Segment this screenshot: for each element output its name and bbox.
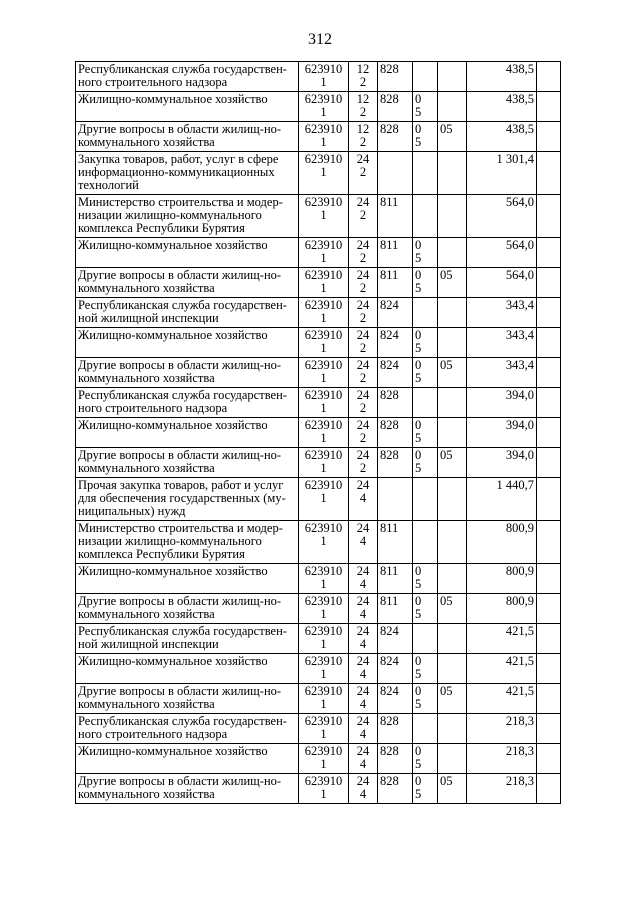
expense-type-cell: 24 4 <box>349 654 378 684</box>
section-cell: 0 5 <box>413 744 438 774</box>
table-row <box>76 624 561 654</box>
item-name-cell: Республиканская служба государствен-ного строительного надзора <box>76 388 299 418</box>
expense-type-cell: 12 2 <box>349 92 378 122</box>
ministry-code-cell: 811 <box>378 238 413 268</box>
empty-cell <box>537 564 561 594</box>
section-cell: 0 5 <box>413 328 438 358</box>
amount-cell: 438,5 <box>467 92 537 122</box>
target-article-cell: 623910 1 <box>299 358 349 388</box>
target-article-cell: 623910 1 <box>299 92 349 122</box>
expense-type-cell: 24 4 <box>349 624 378 654</box>
target-article-cell: 623910 1 <box>299 744 349 774</box>
expense-type-cell: 24 4 <box>349 714 378 744</box>
section-cell: 0 5 <box>413 684 438 714</box>
expense-type-cell: 24 2 <box>349 388 378 418</box>
subsection-cell <box>438 238 467 268</box>
amount-cell: 343,4 <box>467 298 537 328</box>
empty-cell <box>537 122 561 152</box>
section-cell <box>413 195 438 238</box>
target-article-cell: 623910 1 <box>299 448 349 478</box>
expense-type-cell: 24 4 <box>349 564 378 594</box>
item-name-cell: Жилищно-коммунальное хозяйство <box>76 418 299 448</box>
amount-cell: 421,5 <box>467 684 537 714</box>
target-article-cell: 623910 1 <box>299 418 349 448</box>
ministry-code-cell: 828 <box>378 448 413 478</box>
target-article-cell: 623910 1 <box>299 654 349 684</box>
subsection-cell <box>438 564 467 594</box>
subsection-cell <box>438 521 467 564</box>
amount-cell: 438,5 <box>467 62 537 92</box>
target-article-cell: 623910 1 <box>299 774 349 804</box>
ministry-code-cell: 811 <box>378 594 413 624</box>
target-article-cell: 623910 1 <box>299 268 349 298</box>
empty-cell <box>537 684 561 714</box>
item-name-cell: Другие вопросы в области жилищ-но-коммунального хозяйства <box>76 122 299 152</box>
subsection-cell: 05 <box>438 268 467 298</box>
ministry-code-cell: 824 <box>378 298 413 328</box>
ministry-code-cell: 828 <box>378 122 413 152</box>
table-row <box>76 564 561 594</box>
item-name-cell: Другие вопросы в области жилищ-но-коммунального хозяйства <box>76 774 299 804</box>
table-row <box>76 195 561 238</box>
table-row <box>76 358 561 388</box>
expense-type-cell: 24 4 <box>349 684 378 714</box>
expense-type-cell: 24 4 <box>349 594 378 624</box>
ministry-code-cell: 828 <box>378 418 413 448</box>
empty-cell <box>537 298 561 328</box>
table-row <box>76 448 561 478</box>
expense-type-cell: 12 2 <box>349 122 378 152</box>
expense-type-cell: 24 2 <box>349 328 378 358</box>
expense-type-cell: 24 4 <box>349 478 378 521</box>
empty-cell <box>537 714 561 744</box>
ministry-code-cell: 828 <box>378 714 413 744</box>
item-name-cell: Другие вопросы в области жилищ-но-коммунального хозяйства <box>76 268 299 298</box>
section-cell <box>413 298 438 328</box>
expense-type-cell: 24 2 <box>349 448 378 478</box>
section-cell: 0 5 <box>413 92 438 122</box>
expense-type-cell: 24 2 <box>349 152 378 195</box>
amount-cell: 1 440,7 <box>467 478 537 521</box>
table-row <box>76 238 561 268</box>
section-cell <box>413 521 438 564</box>
item-name-cell: Прочая закупка товаров, работ и услуг для обеспечения государственных (му-ниципальных) нужд <box>76 478 299 521</box>
ministry-code-cell <box>378 152 413 195</box>
ministry-code-cell: 824 <box>378 684 413 714</box>
subsection-cell <box>438 744 467 774</box>
table-row <box>76 298 561 328</box>
item-name-cell: Другие вопросы в области жилищ-но-коммунального хозяйства <box>76 594 299 624</box>
target-article-cell: 623910 1 <box>299 195 349 238</box>
subsection-cell <box>438 624 467 654</box>
ministry-code-cell: 828 <box>378 62 413 92</box>
subsection-cell <box>438 152 467 195</box>
table-row <box>76 92 561 122</box>
empty-cell <box>537 195 561 238</box>
ministry-code-cell: 811 <box>378 521 413 564</box>
table-row <box>76 418 561 448</box>
empty-cell <box>537 521 561 564</box>
target-article-cell: 623910 1 <box>299 521 349 564</box>
subsection-cell: 05 <box>438 448 467 478</box>
ministry-code-cell: 824 <box>378 328 413 358</box>
target-article-cell: 623910 1 <box>299 594 349 624</box>
amount-cell: 564,0 <box>467 268 537 298</box>
target-article-cell: 623910 1 <box>299 152 349 195</box>
empty-cell <box>537 744 561 774</box>
amount-cell: 394,0 <box>467 418 537 448</box>
ministry-code-cell: 811 <box>378 268 413 298</box>
subsection-cell: 05 <box>438 358 467 388</box>
subsection-cell <box>438 195 467 238</box>
ministry-code-cell: 828 <box>378 92 413 122</box>
amount-cell: 800,9 <box>467 564 537 594</box>
target-article-cell: 623910 1 <box>299 298 349 328</box>
table-row <box>76 388 561 418</box>
section-cell <box>413 478 438 521</box>
section-cell: 0 5 <box>413 448 438 478</box>
empty-cell <box>537 624 561 654</box>
subsection-cell <box>438 654 467 684</box>
item-name-cell: Другие вопросы в области жилищ-но-коммунального хозяйства <box>76 448 299 478</box>
amount-cell: 564,0 <box>467 195 537 238</box>
table-row <box>76 478 561 521</box>
table-body <box>76 62 561 804</box>
amount-cell: 218,3 <box>467 714 537 744</box>
item-name-cell: Республиканская служба государствен-ного строительного надзора <box>76 62 299 92</box>
table-row <box>76 774 561 804</box>
target-article-cell: 623910 1 <box>299 478 349 521</box>
subsection-cell: 05 <box>438 684 467 714</box>
empty-cell <box>537 418 561 448</box>
section-cell <box>413 714 438 744</box>
target-article-cell: 623910 1 <box>299 62 349 92</box>
section-cell: 0 5 <box>413 654 438 684</box>
amount-cell: 343,4 <box>467 358 537 388</box>
target-article-cell: 623910 1 <box>299 328 349 358</box>
ministry-code-cell: 824 <box>378 654 413 684</box>
ministry-code-cell: 828 <box>378 388 413 418</box>
item-name-cell: Другие вопросы в области жилищ-но-коммунального хозяйства <box>76 358 299 388</box>
amount-cell: 394,0 <box>467 388 537 418</box>
table-row <box>76 268 561 298</box>
section-cell: 0 5 <box>413 594 438 624</box>
section-cell: 0 5 <box>413 122 438 152</box>
target-article-cell: 623910 1 <box>299 714 349 744</box>
ministry-code-cell: 811 <box>378 564 413 594</box>
empty-cell <box>537 92 561 122</box>
table-row <box>76 328 561 358</box>
ministry-code-cell: 828 <box>378 744 413 774</box>
table-row <box>76 684 561 714</box>
expense-type-cell: 12 2 <box>349 62 378 92</box>
table-row <box>76 714 561 744</box>
target-article-cell: 623910 1 <box>299 388 349 418</box>
table-row <box>76 122 561 152</box>
target-article-cell: 623910 1 <box>299 564 349 594</box>
item-name-cell: Другие вопросы в области жилищ-но-коммунального хозяйства <box>76 684 299 714</box>
table-row <box>76 594 561 624</box>
amount-cell: 800,9 <box>467 594 537 624</box>
target-article-cell: 623910 1 <box>299 238 349 268</box>
amount-cell: 218,3 <box>467 744 537 774</box>
item-name-cell: Республиканская служба государствен-ного строительного надзора <box>76 714 299 744</box>
amount-cell: 343,4 <box>467 328 537 358</box>
section-cell: 0 5 <box>413 774 438 804</box>
empty-cell <box>537 328 561 358</box>
empty-cell <box>537 152 561 195</box>
item-name-cell: Жилищно-коммунальное хозяйство <box>76 238 299 268</box>
table-row <box>76 654 561 684</box>
expense-type-cell: 24 2 <box>349 358 378 388</box>
section-cell <box>413 624 438 654</box>
empty-cell <box>537 478 561 521</box>
empty-cell <box>537 594 561 624</box>
empty-cell <box>537 774 561 804</box>
subsection-cell: 05 <box>438 594 467 624</box>
amount-cell: 218,3 <box>467 774 537 804</box>
item-name-cell: Республиканская служба государствен-ной жилищной инспекции <box>76 624 299 654</box>
table-row <box>76 152 561 195</box>
amount-cell: 421,5 <box>467 624 537 654</box>
section-cell: 0 5 <box>413 238 438 268</box>
empty-cell <box>537 238 561 268</box>
item-name-cell: Закупка товаров, работ, услуг в сфере информационно-коммуникационных технологий <box>76 152 299 195</box>
section-cell: 0 5 <box>413 564 438 594</box>
empty-cell <box>537 448 561 478</box>
subsection-cell: 05 <box>438 774 467 804</box>
item-name-cell: Жилищно-коммунальное хозяйство <box>76 328 299 358</box>
item-name-cell: Жилищно-коммунальное хозяйство <box>76 564 299 594</box>
amount-cell: 800,9 <box>467 521 537 564</box>
section-cell: 0 5 <box>413 358 438 388</box>
section-cell: 0 5 <box>413 418 438 448</box>
ministry-code-cell <box>378 478 413 521</box>
ministry-code-cell: 824 <box>378 624 413 654</box>
amount-cell: 438,5 <box>467 122 537 152</box>
expense-type-cell: 24 2 <box>349 298 378 328</box>
empty-cell <box>537 358 561 388</box>
item-name-cell: Министерство строительства и модер-низации жилищно-коммунального комплекса Республики Бурятия <box>76 195 299 238</box>
ministry-code-cell: 828 <box>378 774 413 804</box>
ministry-code-cell: 824 <box>378 358 413 388</box>
subsection-cell: 05 <box>438 122 467 152</box>
target-article-cell: 623910 1 <box>299 624 349 654</box>
subsection-cell <box>438 92 467 122</box>
subsection-cell <box>438 328 467 358</box>
expense-type-cell: 24 4 <box>349 744 378 774</box>
item-name-cell: Министерство строительства и модер-низации жилищно-коммунального комплекса Республики Бурятия <box>76 521 299 564</box>
section-cell: 0 5 <box>413 268 438 298</box>
section-cell <box>413 62 438 92</box>
expense-type-cell: 24 2 <box>349 268 378 298</box>
table-row <box>76 744 561 774</box>
item-name-cell: Жилищно-коммунальное хозяйство <box>76 654 299 684</box>
empty-cell <box>537 654 561 684</box>
budget-table <box>75 61 561 804</box>
subsection-cell <box>438 298 467 328</box>
expense-type-cell: 24 2 <box>349 418 378 448</box>
amount-cell: 421,5 <box>467 654 537 684</box>
amount-cell: 564,0 <box>467 238 537 268</box>
amount-cell: 394,0 <box>467 448 537 478</box>
expense-type-cell: 24 2 <box>349 195 378 238</box>
expense-type-cell: 24 4 <box>349 521 378 564</box>
section-cell <box>413 388 438 418</box>
section-cell <box>413 152 438 195</box>
item-name-cell: Жилищно-коммунальное хозяйство <box>76 744 299 774</box>
ministry-code-cell: 811 <box>378 195 413 238</box>
target-article-cell: 623910 1 <box>299 684 349 714</box>
target-article-cell: 623910 1 <box>299 122 349 152</box>
table-row <box>76 62 561 92</box>
expense-type-cell: 24 4 <box>349 774 378 804</box>
subsection-cell <box>438 388 467 418</box>
subsection-cell <box>438 714 467 744</box>
item-name-cell: Жилищно-коммунальное хозяйство <box>76 92 299 122</box>
empty-cell <box>537 268 561 298</box>
amount-cell: 1 301,4 <box>467 152 537 195</box>
empty-cell <box>537 388 561 418</box>
empty-cell <box>537 62 561 92</box>
subsection-cell <box>438 418 467 448</box>
subsection-cell <box>438 478 467 521</box>
page-number: 312 <box>308 31 332 48</box>
item-name-cell: Республиканская служба государствен-ной жилищной инспекции <box>76 298 299 328</box>
table-row <box>76 521 561 564</box>
expense-type-cell: 24 2 <box>349 238 378 268</box>
subsection-cell <box>438 62 467 92</box>
